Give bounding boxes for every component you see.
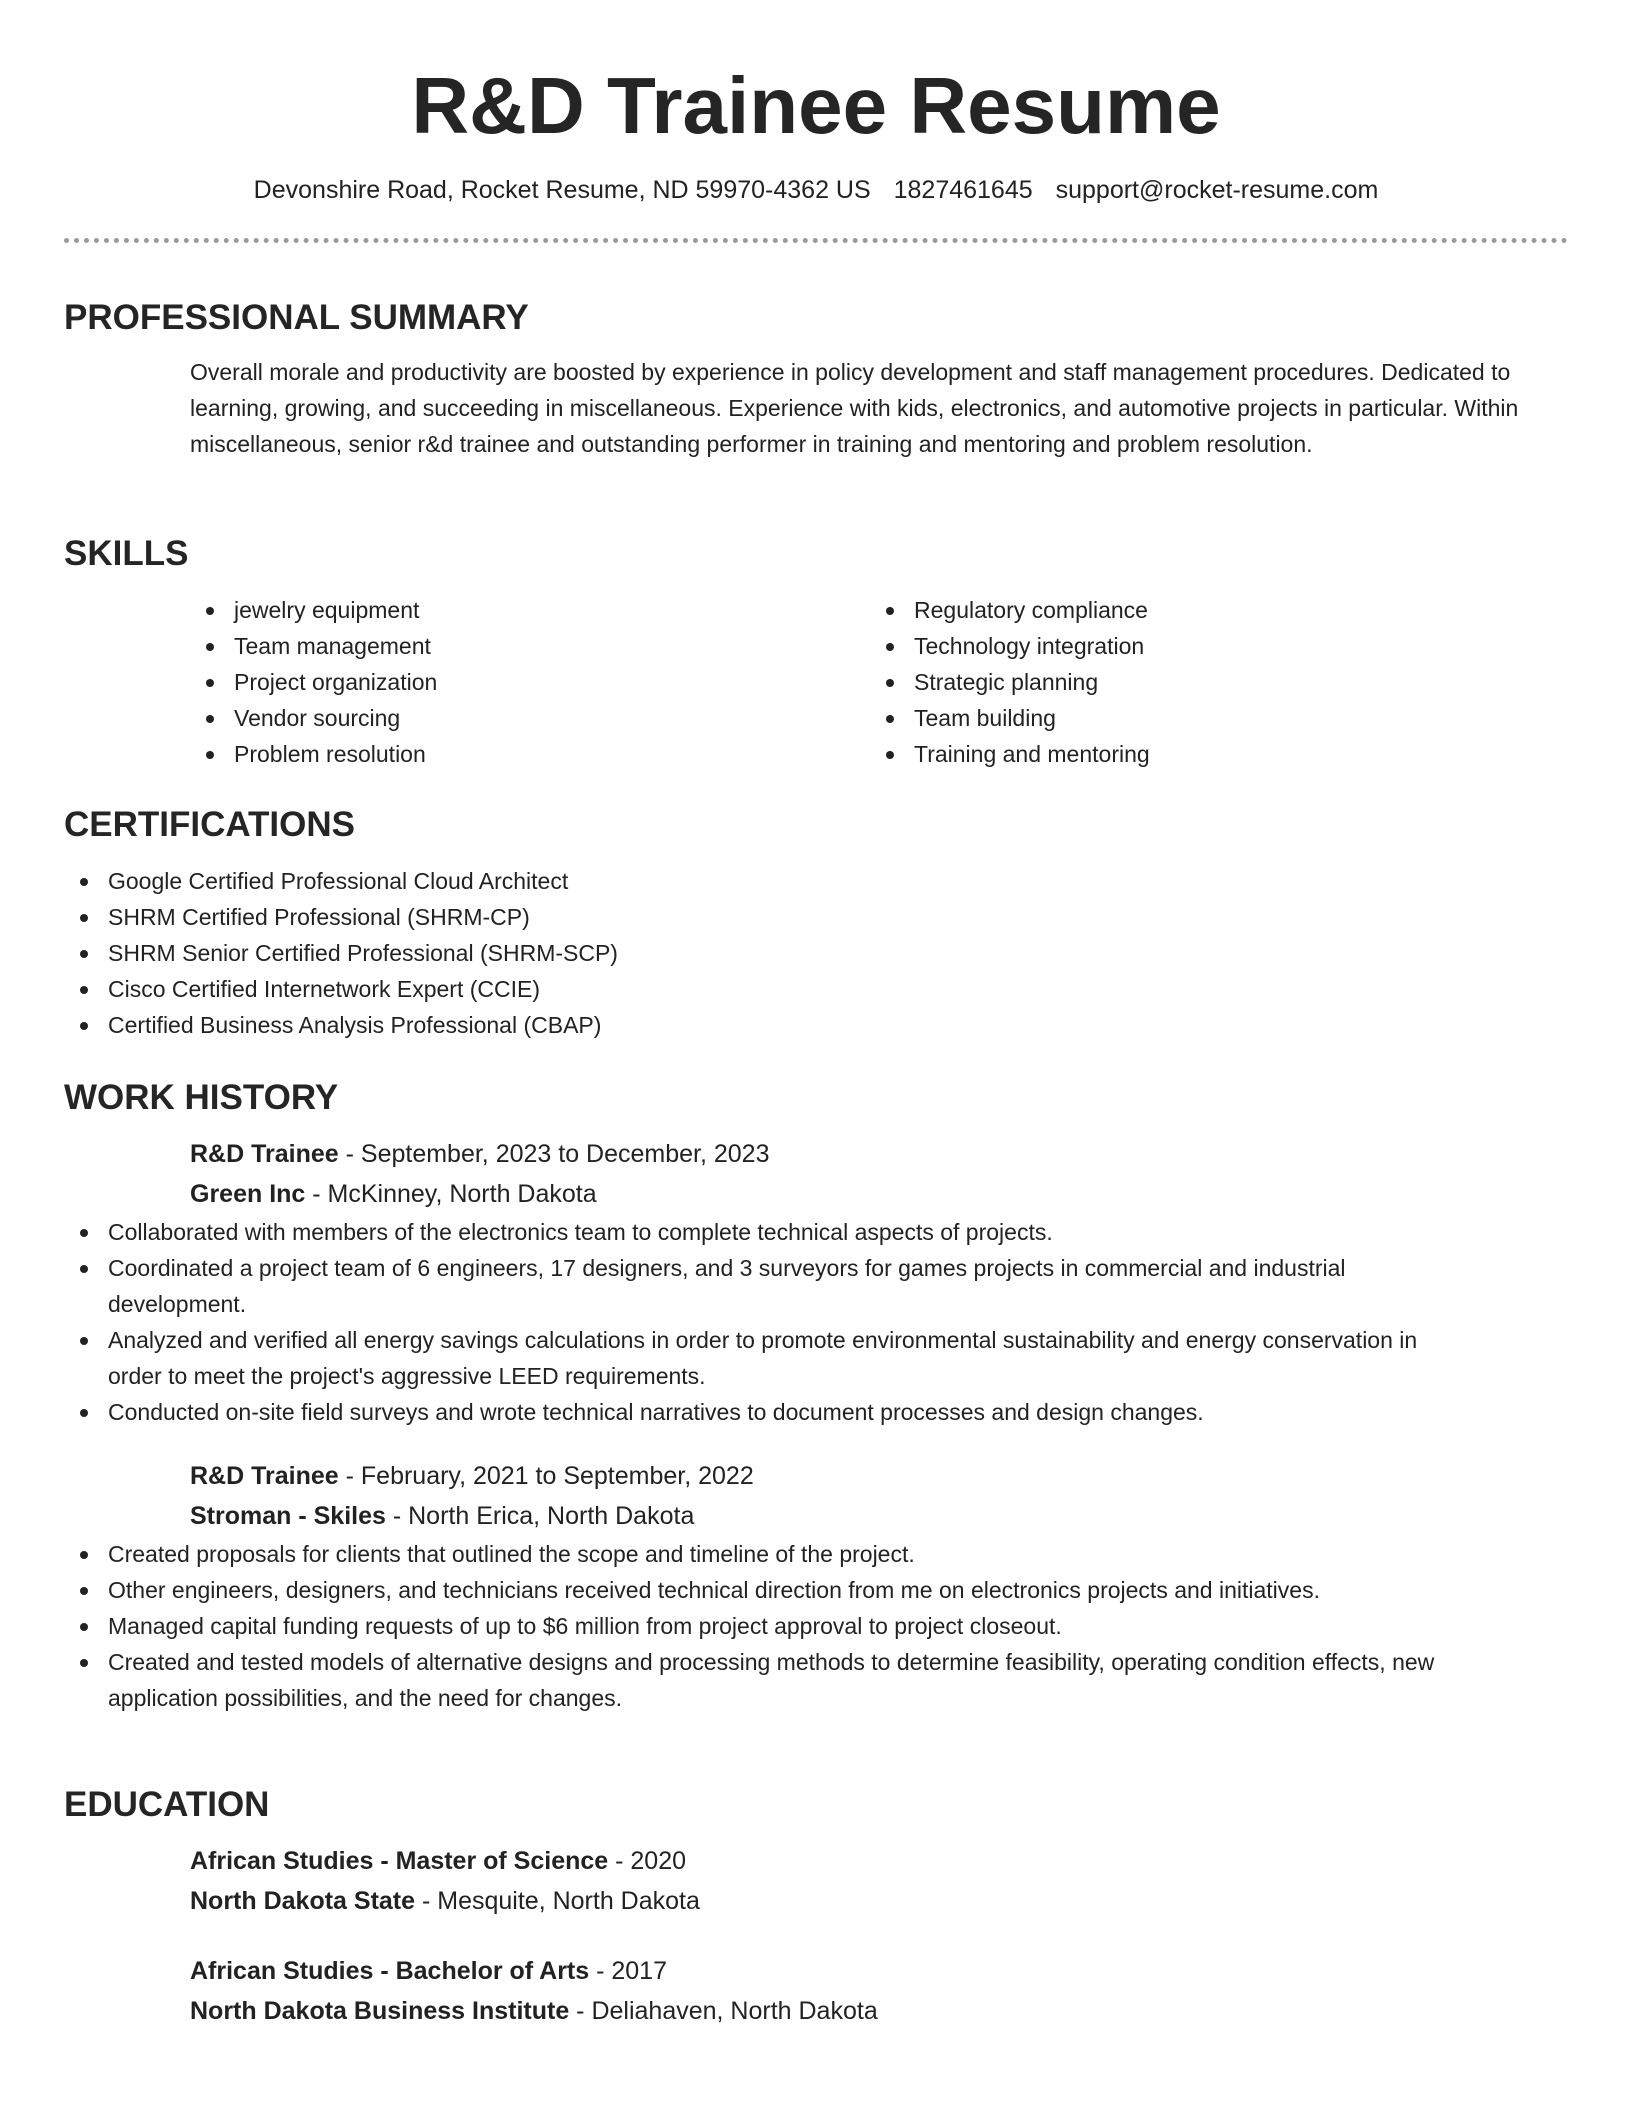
job-entry <box>190 1456 1568 1536</box>
skill-item: Technology integration <box>870 628 1550 664</box>
job-entry <box>190 1134 1568 1214</box>
job-dates: - February, 2021 to September, 2022 <box>338 1462 754 1490</box>
education-school: North Dakota Business Institute <box>190 1997 570 2025</box>
education-heading: EDUCATION <box>64 1785 270 1824</box>
skills-grid <box>190 592 1568 772</box>
job-location: - McKinney, North Dakota <box>305 1180 597 1208</box>
summary-section <box>64 296 1568 462</box>
certification-item: Cisco Certified Internetwork Expert (CCIE) <box>64 971 1568 1007</box>
education-degree: African Studies - Master of Science <box>190 1847 609 1875</box>
job-bullet: Other engineers, designers, and technicians received technical direction from me on electronics projects and initiatives. <box>64 1572 1454 1608</box>
education-section <box>64 1783 1568 2031</box>
job-bullet: Created and tested models of alternative designs and processing methods to determine feasibility, operating condition effects, new application possibilities, and the need for changes. <box>64 1644 1454 1716</box>
job-company: Stroman - Skiles <box>190 1502 386 1530</box>
job-bullets <box>64 1214 1454 1430</box>
job-bullet: Coordinated a project team of 6 engineers, 17 designers, and 3 surveyors for games projects in commercial and industrial development. <box>64 1250 1454 1322</box>
job-company-line <box>190 1174 1568 1214</box>
education-location: - Mesquite, North Dakota <box>415 1887 700 1915</box>
job-bullet: Collaborated with members of the electronics team to complete technical aspects of projects. <box>64 1214 1454 1250</box>
education-degree: African Studies - Bachelor of Arts <box>190 1957 590 1985</box>
header-divider <box>64 238 1568 243</box>
job-bullets <box>64 1536 1454 1716</box>
summary-heading: PROFESSIONAL SUMMARY <box>64 298 529 337</box>
skills-heading: SKILLS <box>64 534 189 573</box>
education-entry <box>190 1951 1568 2031</box>
certification-item: SHRM Certified Professional (SHRM-CP) <box>64 899 1568 935</box>
certification-item: SHRM Senior Certified Professional (SHRM-SCP) <box>64 935 1568 971</box>
certification-item: Google Certified Professional Cloud Architect <box>64 863 1568 899</box>
resume-page <box>64 0 1568 2025</box>
skills-column-left <box>190 592 870 772</box>
work-history-section <box>64 1076 1568 1716</box>
skill-item: Team building <box>870 700 1550 736</box>
certifications-section <box>64 803 1568 1043</box>
education-degree-line <box>190 1951 1568 1991</box>
education-location: - Deliahaven, North Dakota <box>569 1997 878 2025</box>
contact-email[interactable]: support@rocket-resume.com <box>1055 176 1379 204</box>
job-dates: - September, 2023 to December, 2023 <box>338 1140 770 1168</box>
job-title: R&D Trainee <box>190 1462 339 1490</box>
skill-item: Vendor sourcing <box>190 700 870 736</box>
job-bullet: Analyzed and verified all energy savings calculations in order to promote environmental sustainability and energy conservation in order to meet the project's aggressive LEED requirements. <box>64 1322 1454 1394</box>
contact-phone: 1827461645 <box>893 176 1033 204</box>
job-company: Green Inc <box>190 1180 306 1208</box>
skill-item: Strategic planning <box>870 664 1550 700</box>
job-location: - North Erica, North Dakota <box>385 1502 695 1530</box>
education-school-line <box>190 1881 1568 1921</box>
job-bullet: Managed capital funding requests of up to $6 million from project approval to project closeout. <box>64 1608 1454 1644</box>
skills-column-right <box>870 592 1550 772</box>
education-year: - 2020 <box>608 1847 687 1875</box>
contact-address: Devonshire Road, Rocket Resume, ND 59970-4362 US <box>253 176 871 204</box>
job-bullet: Created proposals for clients that outlined the scope and timeline of the project. <box>64 1536 1454 1572</box>
skill-item: Problem resolution <box>190 736 870 772</box>
skills-section <box>64 532 1568 772</box>
summary-text: Overall morale and productivity are boosted by experience in policy development and staff management procedures. Dedicated to learning, growing, and succeeding in miscellaneous. Experience with kids, electronics, and automotive projects in particular. Within miscellaneous, senior r&d trainee and outstanding performer in training and mentoring and problem resolution. <box>190 359 1519 457</box>
skill-item: Regulatory compliance <box>870 592 1550 628</box>
job-title: R&D Trainee <box>190 1140 339 1168</box>
education-entry <box>190 1841 1568 1921</box>
skill-item: Team management <box>190 628 870 664</box>
certifications-heading: CERTIFICATIONS <box>64 805 356 844</box>
education-school-line <box>190 1991 1568 2031</box>
work-history-heading: WORK HISTORY <box>64 1078 339 1117</box>
certification-item: Certified Business Analysis Professional (CBAP) <box>64 1007 1568 1043</box>
job-company-line <box>190 1496 1568 1536</box>
certifications-list <box>64 863 1568 1043</box>
contact-line <box>64 174 1568 206</box>
skill-item: Training and mentoring <box>870 736 1550 772</box>
education-year: - 2017 <box>589 1957 667 1985</box>
skill-item: jewelry equipment <box>190 592 870 628</box>
education-degree-line <box>190 1841 1568 1881</box>
job-bullet: Conducted on-site field surveys and wrote technical narratives to document processes and design changes. <box>64 1394 1454 1430</box>
education-school: North Dakota State <box>190 1887 416 1915</box>
job-title-line <box>190 1456 1568 1496</box>
skill-item: Project organization <box>190 664 870 700</box>
job-title-line <box>190 1134 1568 1174</box>
resume-title: R&D Trainee Resume <box>411 61 1221 150</box>
